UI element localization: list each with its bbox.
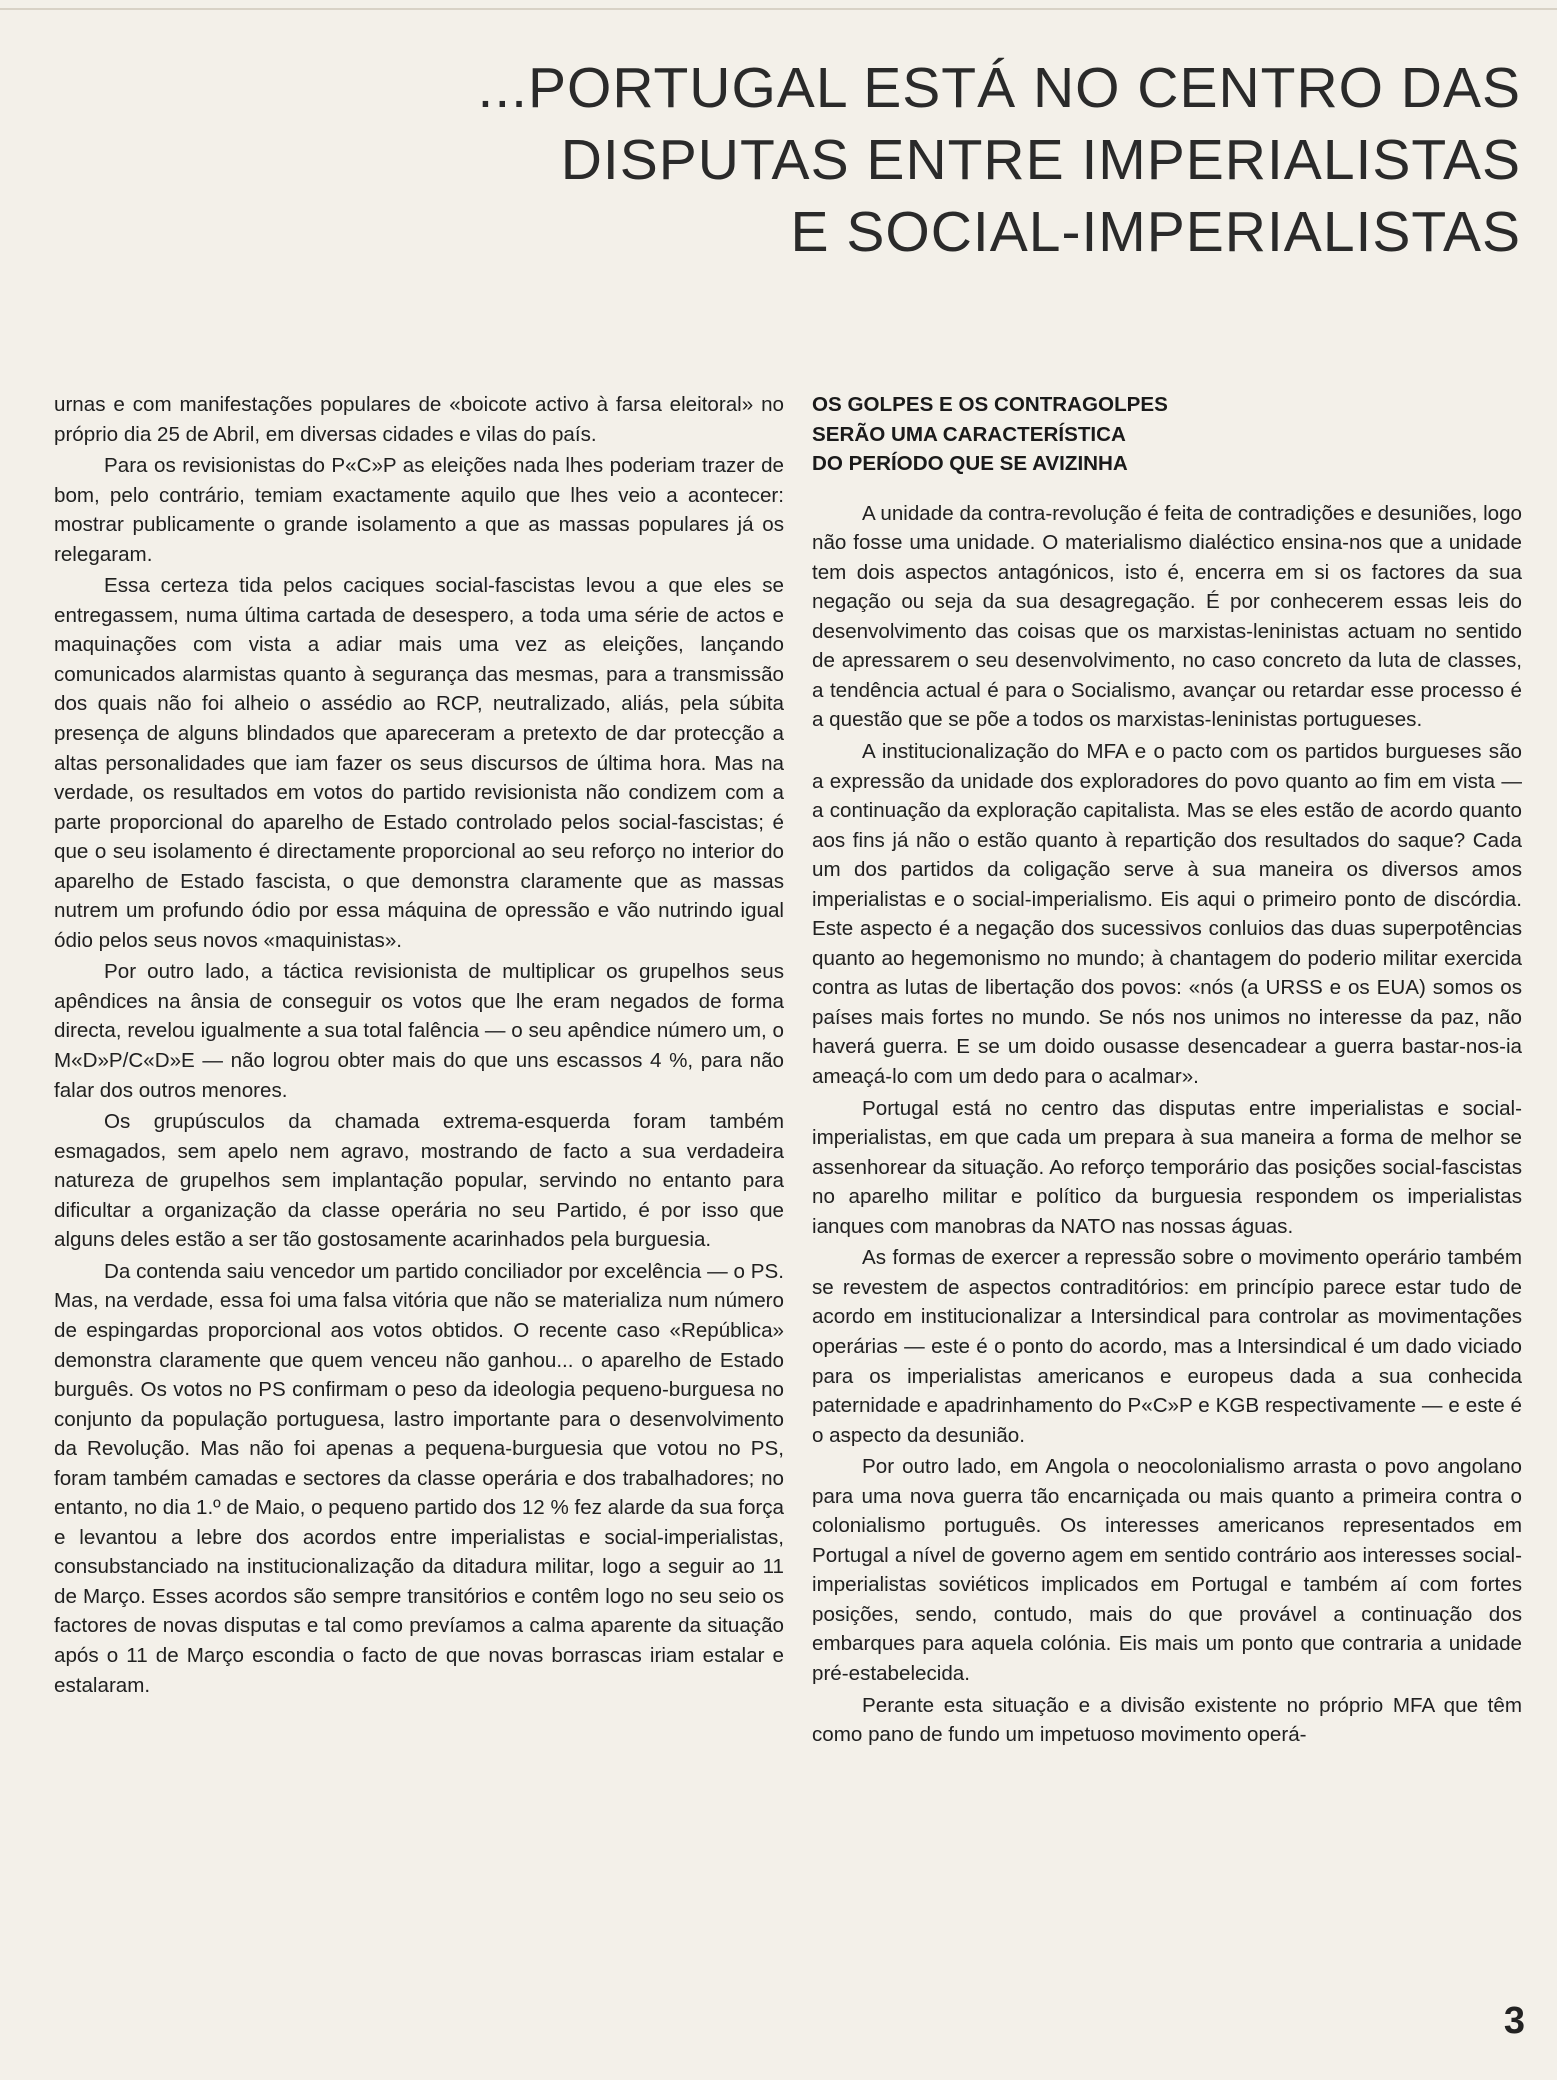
left-paragraph-6: Da contenda saiu vencedor um partido conciliador por excelência — o PS. Mas, na verdade, essa foi uma falsa vitória que não se materializa num número de espingardas proporcional aos votos obtidos. O recente caso «República» demonstra claramente que quem venceu não ganhou... o aparelho de Estado burguês. Os votos no PS confirmam o peso da ideologia pequeno-burguesa no conjunto da população portuguesa, lastro importante para o desenvolvimento da Revolução. Mas não foi apenas a pequena-burguesia que votou no PS, foram também camadas e sectores da classe operária e dos trabalhadores; no entanto, no dia 1.º de Maio, o pequeno partido dos 12 % fez alarde da sua força e levantou a lebre dos acordos entre imperialistas e social-imperialistas, consubstanciado na institucionalização da ditadura militar, logo a seguir ao 11 de Março. Esses acordos são sempre transitórios e contêm logo no seu seio os factores de novas disputas e tal como prevíamos a calma aparente da situação após o 11 de Março escondia o facto de que novas borrascas iriam estalar e estalaram.	[54, 1259, 784, 1697]
left-paragraph-2: Para os revisionistas do P«C»P as eleições nada lhes poderiam trazer de bom, pelo contrário, temiam exactamente aquilo que lhes veio a acontecer: mostrar publicamente o grande isolamento a que as massas populares já os relegaram.	[54, 454, 784, 566]
right-paragraph-1: A unidade da contra-revolução é feita de contradições e desuniões, logo não fosse uma unidade. O materialismo dialéctico ensina-nos que a unidade tem dois aspectos antagónicos, isto é, encerra em si os factores da sua negação ou seja da sua desagregação. É por conhecerem essas leis do desenvolvimento das coisas que os marxistas-leninistas actuam no sentido de apressarem o seu desenvolvimento, no caso concreto da luta de classes, a tendência actual é para o Socialismo, avançar ou retardar esse processo é a questão que se põe a todos os marxistas-leninistas portugueses.	[812, 501, 1522, 732]
headline-line-3: E SOCIAL-IMPERIALISTAS	[790, 200, 1521, 264]
right-paragraph-2: A institucionalização do MFA e o pacto com os partidos burgueses são a expressão da unidade dos exploradores do povo quanto ao fim em vista — a continuação da exploração capitalista. Mas se eles estão de acordo quanto aos fins já não o estão quanto à repartição dos resultados do saque? Cada um dos partidos da coligação serve à sua maneira os diversos amos imperialistas e o social-imperialismo. Eis aqui o primeiro ponto de discórdia. Este aspecto é a negação dos sucessivos conluios das duas superpotências quanto ao hegemonismo no mundo; à chantagem do poderio militar exercida contra as lutas de libertação dos povos: «nós (a URSS e os EUA) somos os países mais fortes no mundo. Se nós nos unimos no interesse da paz, não haverá guerra. E se um doido ousasse desencadear a guerra bastar-nos-ia ameaçá-lo com um dedo para o acalmar».	[812, 740, 1522, 1089]
section-subheading	[812, 390, 1522, 479]
right-paragraph-3: Portugal está no centro das disputas entre imperialistas e social-imperialistas, em que cada um prepara à sua maneira a forma de melhor se assenhorear da situação. Ao reforço temporário das posições social-fascistas no aparelho militar e político da burguesia respondem os imperialistas ianques com manobras da NATO nas nossas águas.	[812, 1096, 1522, 1238]
article-headline	[221, 52, 1521, 268]
left-paragraph-1: urnas e com manifestações populares de «boicote activo à farsa eleitoral» no próprio dia 25 de Abril, em diversas cidades e vilas do país.	[54, 393, 784, 446]
right-column	[812, 390, 1522, 1752]
right-paragraph-6: Perante esta situação e a divisão existente no próprio MFA que têm como pano de fundo um impetuoso movimento operá-	[812, 1693, 1522, 1747]
page-number: 3	[1503, 2000, 1525, 2042]
left-paragraph-4: Por outro lado, a táctica revisionista de multiplicar os grupelhos seus apêndices na ânsia de conseguir os votos que lhe eram negados de forma directa, revelou igualmente a sua total falência — o seu apêndice número um, o M«D»P/C«D»E — não logrou obter mais do que uns escassos 4 %, para não falar dos outros menores.	[54, 960, 784, 1102]
subheading-line-1: OS GOLPES E OS CONTRAGOLPES	[812, 393, 1168, 416]
right-paragraph-5: Por outro lado, em Angola o neocolonialismo arrasta o povo angolano para uma nova guerra tão encarniçada ou mais quanto a primeira contra o colonialismo português. Os interesses americanos representados em Portugal a nível de governo agem em sentido contrário aos interesses social-imperialistas soviéticos implicados em Portugal e também aí com fortes posições, sendo, contudo, mais do que provável a continuação dos embarques para aquela colónia. Eis mais um ponto que contraria a unidade pré-estabelecida.	[812, 1455, 1522, 1685]
headline-line-2: DISPUTAS ENTRE IMPERIALISTAS	[560, 128, 1521, 192]
left-paragraph-5: Os grupúsculos da chamada extrema-esquerda foram também esmagados, sem apelo nem agravo, mostrando de facto a sua verdadeira natureza de grupelhos sem implantação popular, servindo no entanto para dificultar a organização da classe operária no seu Partido, é por isso que alguns deles estão a ser tão gostosamente acarinhados pela burguesia.	[54, 1110, 784, 1252]
top-rule	[0, 8, 1557, 10]
right-paragraph-4: As formas de exercer a repressão sobre o movimento operário também se revestem de aspectos contraditórios: em princípio parece estar tudo de acordo em institucionalizar a Intersindical para controlar as movimentações operárias — este é o ponto do acordo, mas a Intersindical é um dado viciado para os imperialistas americanos e europeus dada a sua conhecida paternidade e apadrinhamento do P«C»P e KGB respectivamente — e este é o aspecto da desunião.	[812, 1246, 1522, 1447]
headline-line-1: ...PORTUGAL ESTÁ NO CENTRO DAS	[477, 56, 1521, 120]
subheading-line-2: SERÃO UMA CARACTERÍSTICA	[812, 422, 1126, 446]
left-paragraph-3: Essa certeza tida pelos caciques social-fascistas levou a que eles se entregassem, numa última cartada de desespero, a toda uma série de actos e maquinações com vista a adiar mais uma vez as eleições, lançando comunicados alarmistas quanto à segurança das mesmas, para a transmissão dos quais não foi alheio o assédio ao RCP, neutralizado, aliás, pela súbita presença de alguns blindados que apareceram a pretexto de dar protecção a altas personalidades que iam fazer os seus discursos de última hora. Mas na verdade, os resultados em votos do partido revisionista não condizem com a parte proporcional do aparelho de Estado controlado pelos social-fascistas; é que o seu isolamento é directamente proporcional ao seu reforço no interior do aparelho de Estado fascista, o que demonstra claramente que as massas nutrem um profundo ódio por essa máquina de opressão e vão nutrindo igual ódio pelos seus novos «maquinistas».	[54, 574, 784, 952]
left-column	[54, 390, 784, 1702]
subheading-line-3: DO PERÍODO QUE SE AVIZINHA	[812, 452, 1128, 476]
